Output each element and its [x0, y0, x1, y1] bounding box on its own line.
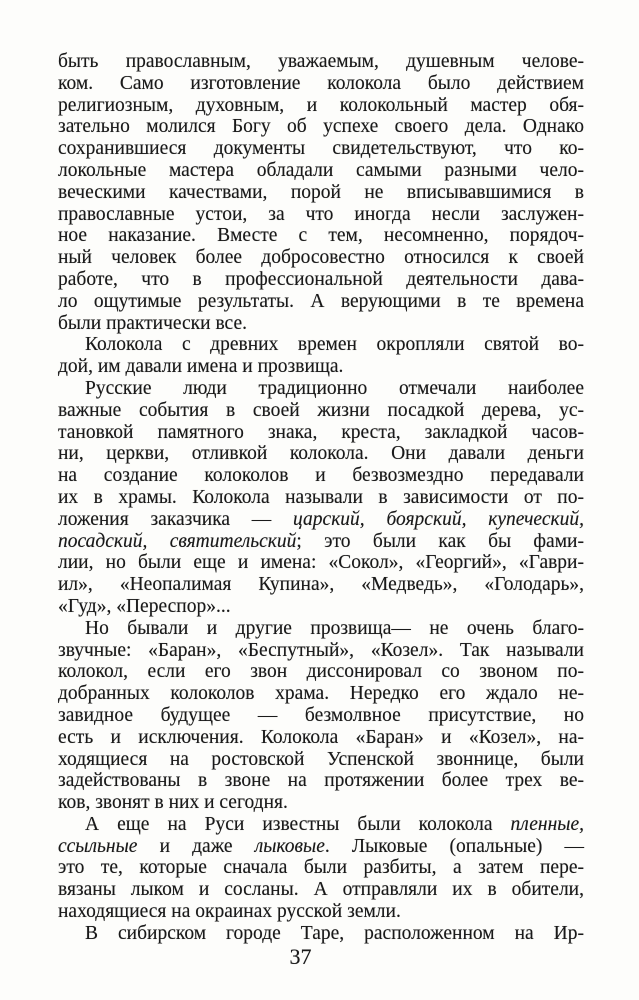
text-segment: «Гуд», «Переспор»...: [58, 595, 231, 617]
text-line: [58, 836, 584, 858]
text-line: [58, 204, 584, 226]
text-segment: добранных колоколов храма. Нередко его ждало не-: [58, 683, 584, 705]
text-segment: вязаны лыком и сосланы. А отправляли их в обители,: [58, 879, 584, 901]
text-line: [58, 160, 584, 182]
text-segment: В сибирском городе Таре, расположенном на Ир-: [85, 922, 584, 944]
text-line: [58, 422, 584, 444]
text-line: [58, 378, 584, 400]
text-segment: Колокола с древних времен окропляли святой во-: [85, 334, 584, 356]
text-segment: ный человек более добросовестно относился к своей: [58, 247, 584, 269]
text-line: [58, 727, 584, 749]
text-segment-italic: посадский, святительский: [58, 530, 297, 552]
text-line: [58, 247, 584, 269]
text-segment: ходящиеся на ростовской Успенской звоннице, были: [58, 748, 584, 770]
text-segment: ложения заказчика —: [58, 508, 294, 530]
text-line: [58, 552, 584, 574]
text-line: [58, 313, 584, 335]
text-line: [58, 596, 584, 618]
text-segment: важные события в своей жизни посадкой дерева, ус-: [58, 399, 584, 421]
text-line: [58, 640, 584, 662]
text-line: [58, 138, 584, 160]
text-segment: . Лыковые (опальные) —: [324, 835, 584, 857]
text-line: [58, 531, 584, 553]
text-line: [58, 116, 584, 138]
text-segment: зательно молился Богу об успехе своего дела. Однако: [58, 116, 584, 138]
text-segment: ни, церкви, отливкой колокола. Они давали деньги: [58, 443, 584, 465]
text-segment: их в храмы. Колокола называли в зависимости от по-: [58, 486, 584, 508]
text-segment: есть и исключения. Колокола «Баран» и «Козел», на-: [58, 726, 584, 748]
text-line: [58, 509, 584, 531]
text-segment: ; это были как бы фами-: [296, 530, 584, 552]
text-line: [58, 705, 584, 727]
text-segment: и даже: [137, 835, 255, 857]
text-line: [58, 901, 584, 923]
text-line: [58, 95, 584, 117]
text-segment: ком. Само изготовление колокола было действием: [58, 72, 584, 94]
text-segment: лии, но были еще и имена: «Сокол», «Георгий», «Гаври-: [58, 552, 584, 574]
text-line: [58, 814, 584, 836]
text-line: [58, 792, 584, 814]
page-number: 37: [289, 944, 312, 969]
text-segment: ное наказание. Вместе с тем, несомненно, порядоч-: [58, 225, 584, 247]
text-segment: православные устои, за что иногда несли заслужен-: [58, 203, 584, 225]
text-segment-italic: царский, боярский, купеческий,: [293, 508, 584, 530]
text-line: [58, 269, 584, 291]
text-line: [58, 356, 584, 378]
text-line: [58, 465, 584, 487]
text-line: [58, 51, 584, 73]
text-segment: ков, звонят в них и сегодня.: [58, 792, 288, 814]
text-segment: быть православным, уважаемым, душевным челове-: [58, 51, 584, 72]
text-segment: ил», «Неопалимая Купина», «Медведь», «Голодарь»,: [58, 574, 584, 596]
text-segment: колокол, если его звон диссонировал со звоном по-: [58, 661, 584, 683]
text-line: [58, 291, 584, 313]
text-line: [58, 661, 584, 683]
text-segment: Русские люди традиционно отмечали наиболее: [85, 377, 584, 399]
text-line: [58, 487, 584, 509]
text-segment: звучные: «Баран», «Беспутный», «Козел». Так называли: [58, 639, 584, 661]
text-line: [58, 574, 584, 596]
text-line: [58, 73, 584, 95]
text-segment: локольные мастера обладали самыми разными чело-: [58, 159, 584, 181]
text-segment: были практически все.: [58, 312, 247, 334]
text-segment: ло ощутимые результаты. А верующими в те времена: [58, 290, 584, 312]
text-segment: тановкой памятного знака, креста, закладкой часов-: [58, 421, 584, 443]
text-segment-italic: лыковые: [254, 835, 325, 857]
text-segment: Но бывали и другие прозвища— не очень благо-: [85, 617, 584, 639]
text-segment: дой, им давали имена и прозвища.: [58, 356, 344, 378]
text-block: [58, 51, 584, 945]
text-line: [58, 683, 584, 705]
text-line: [58, 749, 584, 771]
text-segment: работе, что в профессиональной деятельности дава-: [58, 268, 584, 290]
text-line: [58, 334, 584, 356]
text-segment: задействованы в звоне на протяжении более трех ве-: [58, 770, 584, 792]
text-line: [58, 857, 584, 879]
text-segment: это те, которые сначала были разбиты, а затем пере-: [58, 857, 584, 879]
text-segment: веческими качествами, порой не вписывавшимися в: [58, 181, 584, 203]
text-line: [58, 400, 584, 422]
text-segment-italic: ссыльные: [58, 835, 138, 857]
text-line: [58, 182, 584, 204]
text-line: [58, 923, 584, 945]
text-line: [58, 879, 584, 901]
text-segment: сохранившиеся документы свидетельствуют, что ко-: [58, 138, 584, 160]
text-line: [58, 618, 584, 640]
text-line: [58, 225, 584, 247]
text-line: [58, 770, 584, 792]
text-segment: религиозным, духовным, и колокольный мастер обя-: [58, 94, 584, 116]
text-segment-italic: пленные,: [510, 813, 584, 835]
text-segment: завидное будущее — безмолвное присутствие, но: [58, 704, 584, 726]
text-segment: на создание колоколов и безвозмездно передавали: [58, 465, 584, 487]
text-segment: находящиеся на окраинах русской земли.: [58, 901, 401, 923]
text-segment: А еще на Руси известны были колокола: [85, 813, 511, 835]
text-line: [58, 443, 584, 465]
